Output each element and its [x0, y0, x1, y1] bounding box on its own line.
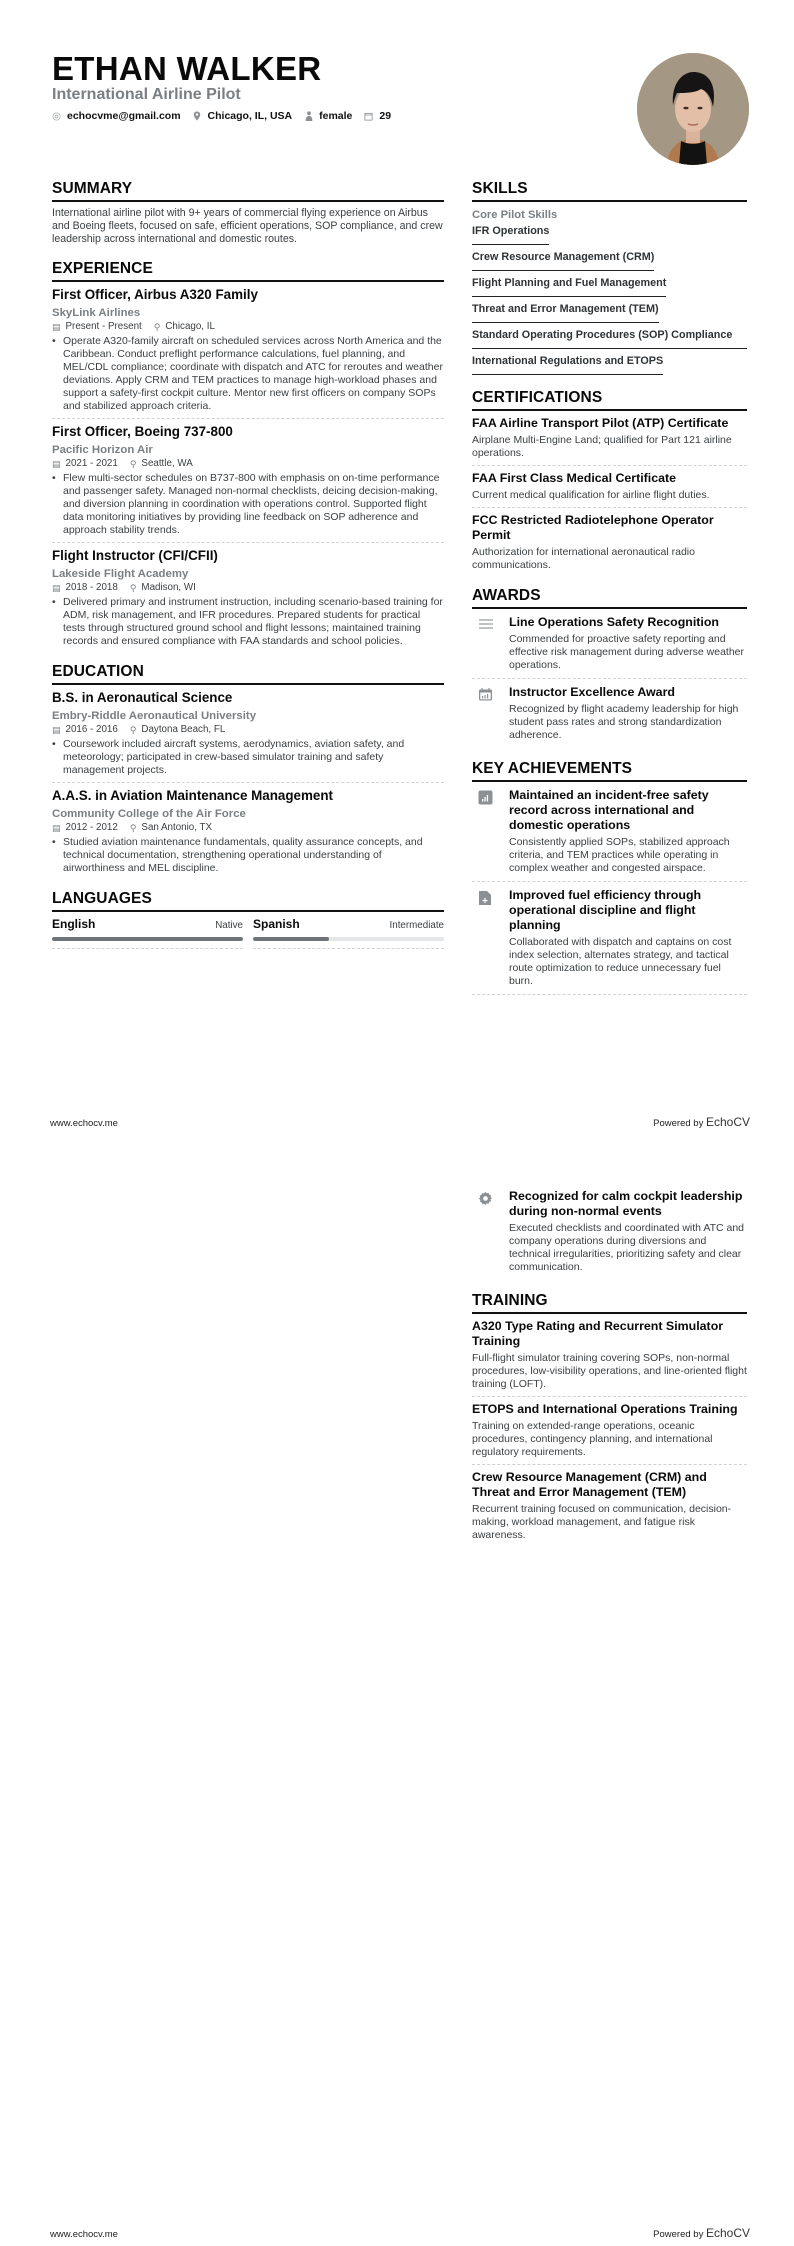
training-desc: Training on extended-range operations, oceanic procedures, contingency planning, and international regulatory requirements.	[472, 1420, 713, 1458]
training-item	[472, 1314, 747, 1397]
powered-by-label: Powered by	[653, 1118, 704, 1129]
profile-photo	[637, 53, 749, 165]
school-name: Community College of the Air Force	[52, 808, 246, 820]
skill-item: IFR Operations	[472, 223, 549, 245]
award-item	[472, 609, 747, 679]
contact-email[interactable]	[52, 110, 181, 122]
footer-website-link[interactable]: www.echocv.me	[50, 1118, 118, 1129]
job-bullet: • Delivered primary and instrument instruction, including scenario-based training for ADM, risk management, and IFR procedures. Prepared students for practical tests through structured ground school and flight lessons; maintained training records and ensured compliance with FAA standards and school policies.	[52, 596, 443, 647]
experience-entry	[52, 543, 444, 653]
left-column	[52, 180, 444, 959]
right-column	[472, 180, 747, 1005]
file-plus-icon	[472, 888, 509, 988]
skill-item: Flight Planning and Fuel Management	[472, 275, 666, 297]
award-desc: Recognized by flight academy leadership for high student pass rates and strong standardization adherence.	[509, 703, 739, 741]
resume-page-2	[0, 1123, 794, 2246]
section-title-awards: AWARDS	[472, 587, 747, 609]
achievement-desc: Collaborated with dispatch and captains on cost index selection, alternates strategy, and tactical route optimization to reduce unnecessary fuel burn.	[509, 936, 732, 987]
contact-age-value: 29	[379, 110, 392, 122]
achievements-section-continued	[472, 1183, 747, 1280]
award-item	[472, 679, 747, 748]
job-title: Flight Instructor (CFI/CFII)	[52, 548, 218, 563]
language-level: Native	[215, 920, 243, 931]
skill-category: Core Pilot Skills	[472, 209, 558, 221]
section-title-languages: LANGUAGES	[52, 890, 444, 912]
summary-section	[52, 180, 444, 246]
job-title: First Officer, Airbus A320 Family	[52, 287, 258, 302]
brand-name: EchoCV	[705, 1115, 750, 1129]
contact-email-value: echocvme@gmail.com	[67, 110, 181, 122]
section-title-achievements: KEY ACHIEVEMENTS	[472, 760, 747, 782]
education-entry	[52, 685, 444, 783]
calendar-chart-icon	[472, 685, 509, 742]
section-title-experience: EXPERIENCE	[52, 260, 444, 282]
training-item	[472, 1465, 747, 1547]
calendar-icon: ▤	[52, 823, 61, 833]
gear-icon	[472, 1189, 509, 1274]
at-icon	[52, 112, 61, 121]
page-footer	[50, 2226, 750, 2240]
education-location: San Antonio, TX	[141, 822, 213, 833]
degree-title: A.A.S. in Aviation Maintenance Management	[52, 788, 333, 803]
certification-desc: Airplane Multi-Engine Land; qualified for Part 121 airline operations.	[472, 434, 732, 459]
achievement-name: Improved fuel efficiency through operational discipline and flight planning	[509, 888, 702, 932]
section-title-skills: SKILLS	[472, 180, 747, 202]
achievements-section	[472, 760, 747, 995]
education-dates: 2012 - 2012	[65, 822, 118, 833]
contact-gender-value: female	[319, 110, 353, 122]
contact-row	[52, 110, 612, 122]
job-bullet-text: Delivered primary and instrument instruction, including scenario-based training for ADM, risk management, and IFR procedures. Prepared students for practical tests through structured ground school and flight lessons; maintained training records and ensured compliance with FAA standards and school policies.	[63, 596, 443, 647]
calendar-icon: ▤	[52, 322, 61, 332]
education-bullet-text: Studied aviation maintenance fundamentals, quality assurance concepts, and technical documentation, strengthening operational understanding of airworthiness and MEL discipline.	[63, 836, 423, 874]
certification-desc: Current medical qualification for airline flight duties.	[472, 489, 710, 501]
section-title-certifications: CERTIFICATIONS	[472, 389, 747, 411]
certification-item	[472, 466, 747, 508]
job-location: Chicago, IL	[165, 321, 215, 332]
education-bullet: • Coursework included aircraft systems, aerodynamics, aviation safety, and meteorology; participated in crew-based simulator training and safety management projects.	[52, 738, 444, 777]
person-icon	[304, 112, 313, 121]
calendar-icon: ▤	[52, 725, 61, 735]
skill-item: Standard Operating Procedures (SOP) Compliance	[472, 327, 747, 349]
section-title-education: EDUCATION	[52, 663, 444, 685]
achievement-item	[472, 1183, 747, 1280]
contact-location-value: Chicago, IL, USA	[207, 110, 293, 122]
training-name: Crew Resource Management (CRM) and Threat and Error Management (TEM)	[472, 1470, 707, 1499]
certification-desc: Authorization for international aeronautical radio communications.	[472, 546, 695, 571]
certification-name: FAA First Class Medical Certificate	[472, 471, 677, 485]
section-title-summary: SUMMARY	[52, 180, 444, 202]
language-proficiency-bar	[253, 937, 444, 941]
calendar-icon	[364, 112, 373, 121]
achievement-desc: Executed checklists and coordinated with ATC and company operations during diversions and technical irregularities, prioritizing safety and clear communication.	[509, 1222, 745, 1273]
certification-item	[472, 411, 747, 466]
job-bullet: • Operate A320-family aircraft on scheduled services across North America and the Caribbean. Conduct preflight performance calculations, fuel planning, and MEL/CDL compliance; coordinate with dispatch and ATC for reroutes and weather deviations. Apply CRM and TEM practices to manage high-workload phases and support a safety-first cockpit culture. Mentor new first officers on company SOPs and stabilized approach criteria.	[52, 335, 443, 412]
section-title-training: TRAINING	[472, 1292, 747, 1314]
location-pin-icon: ⚲	[153, 322, 161, 332]
award-desc: Commended for proactive safety reporting and effective risk management during adverse weather operations.	[509, 633, 745, 671]
skill-item: Crew Resource Management (CRM)	[472, 249, 654, 271]
job-meta	[52, 582, 444, 594]
company-name: SkyLink Airlines	[52, 307, 141, 319]
candidate-title: International Airline Pilot	[52, 86, 241, 103]
training-name: ETOPS and International Operations Training	[472, 1402, 738, 1416]
job-location: Madison, WI	[141, 582, 196, 593]
language-level: Intermediate	[389, 920, 444, 931]
certification-name: FAA Airline Transport Pilot (ATP) Certificate	[472, 416, 729, 430]
footer-powered-by	[653, 2226, 750, 2240]
job-dates: Present - Present	[65, 321, 142, 332]
calendar-icon: ▤	[52, 459, 61, 469]
job-title: First Officer, Boeing 737-800	[52, 424, 233, 439]
company-name: Lakeside Flight Academy	[52, 568, 189, 580]
education-meta	[52, 822, 444, 834]
candidate-name: ETHAN WALKER	[52, 50, 322, 87]
skill-item: International Regulations and ETOPS	[472, 353, 663, 375]
training-item	[472, 1397, 747, 1465]
powered-by-label: Powered by	[653, 2229, 704, 2240]
job-bullet-text: Operate A320-family aircraft on scheduled services across North America and the Caribbean. Conduct preflight performance calculations, fuel planning, and MEL/CDL compliance; coordinate with dispatch and ATC for reroutes and weather deviations. Apply CRM and TEM practices to manage high-workload phases and support a safety-first cockpit culture. Mentor new first officers on company SOPs and stabilized approach criteria.	[63, 335, 443, 412]
location-pin-icon	[193, 112, 202, 121]
languages-section	[52, 890, 444, 949]
training-desc: Recurrent training focused on communication, decision-making, workload management, and fatigue risk awareness.	[472, 1503, 732, 1541]
achievement-desc: Consistently applied SOPs, stabilized approach criteria, and TEM practices while operating in complex weather and congested airspace.	[509, 836, 730, 874]
experience-section	[52, 260, 444, 653]
language-proficiency-bar	[52, 937, 243, 941]
certification-name: FCC Restricted Radiotelephone Operator Permit	[472, 513, 714, 542]
award-name: Instructor Excellence Award	[509, 685, 675, 699]
education-entry	[52, 783, 444, 880]
contact-location	[193, 110, 293, 122]
contact-age	[364, 110, 391, 122]
experience-entry	[52, 419, 444, 543]
language-name: English	[52, 917, 96, 931]
location-pin-icon: ⚲	[129, 583, 137, 593]
award-name: Line Operations Safety Recognition	[509, 615, 719, 629]
company-name: Pacific Horizon Air	[52, 444, 153, 456]
school-name: Embry-Riddle Aeronautical University	[52, 710, 257, 722]
location-pin-icon: ⚲	[129, 823, 137, 833]
job-location: Seattle, WA	[141, 458, 193, 469]
location-pin-icon: ⚲	[129, 725, 137, 735]
achievement-name: Maintained an incident-free safety record across international and domestic operations	[509, 788, 709, 832]
education-meta	[52, 724, 444, 736]
skill-item: Threat and Error Management (TEM)	[472, 301, 659, 323]
education-dates: 2016 - 2016	[65, 724, 118, 735]
training-name: A320 Type Rating and Recurrent Simulator Training	[472, 1319, 724, 1348]
skills-section	[472, 180, 747, 375]
job-meta	[52, 321, 444, 333]
achievement-item	[472, 782, 747, 882]
job-bullet-text: Flew multi-sector schedules on B737-800 with emphasis on on-time performance and passenger safety. Managed non-normal checklists, deicing decision-making, and diversion planning in coordination with operations control. Supported flight data monitoring initiatives by providing line feedback on SOP adherence and approach stability trends.	[63, 472, 440, 536]
signal-bars-icon	[472, 788, 509, 875]
degree-title: B.S. in Aeronautical Science	[52, 690, 233, 705]
achievement-item	[472, 882, 747, 995]
achievement-name: Recognized for calm cockpit leadership during non-normal events	[509, 1189, 743, 1218]
certification-item	[472, 508, 747, 577]
job-dates: 2018 - 2018	[65, 582, 118, 593]
education-bullet: • Studied aviation maintenance fundamentals, quality assurance concepts, and technical documentation, strengthening operational understanding of airworthiness and MEL discipline.	[52, 836, 444, 875]
education-section	[52, 663, 444, 880]
language-name: Spanish	[253, 917, 300, 931]
footer-website-link[interactable]: www.echocv.me	[50, 2229, 118, 2240]
language-item	[253, 917, 444, 949]
contact-gender	[304, 110, 352, 122]
calendar-icon: ▤	[52, 583, 61, 593]
training-desc: Full-flight simulator training covering SOPs, non-normal procedures, low-visibility operations, and line-oriented flight training (LOFT).	[472, 1352, 747, 1390]
training-section	[472, 1292, 747, 1547]
job-bullet: • Flew multi-sector schedules on B737-800 with emphasis on on-time performance and passenger safety. Managed non-normal checklists, deicing decision-making, and diversion planning in coordination with operations control. Supported flight data monitoring initiatives by providing line feedback on SOP adherence and approach stability trends.	[52, 472, 444, 537]
resume-header	[52, 52, 612, 122]
job-meta	[52, 458, 444, 470]
education-bullet-text: Coursework included aircraft systems, aerodynamics, aviation safety, and meteorology; participated in crew-based simulator training and safety management projects.	[63, 738, 405, 776]
brand-name: EchoCV	[705, 2226, 750, 2240]
certifications-section	[472, 389, 747, 577]
location-pin-icon: ⚲	[129, 459, 137, 469]
summary-text: International airline pilot with 9+ years of commercial flying experience on Airbus and Boeing fleets, focused on safe, efficient operations, SOP compliance, and crew leadership across international and domestic routes.	[52, 207, 443, 245]
experience-entry	[52, 282, 444, 419]
right-column-continued	[472, 1183, 747, 1557]
language-item	[52, 917, 243, 949]
job-dates: 2021 - 2021	[65, 458, 118, 469]
education-location: Daytona Beach, FL	[141, 724, 226, 735]
awards-section	[472, 587, 747, 748]
menu-lines-icon	[472, 615, 509, 672]
